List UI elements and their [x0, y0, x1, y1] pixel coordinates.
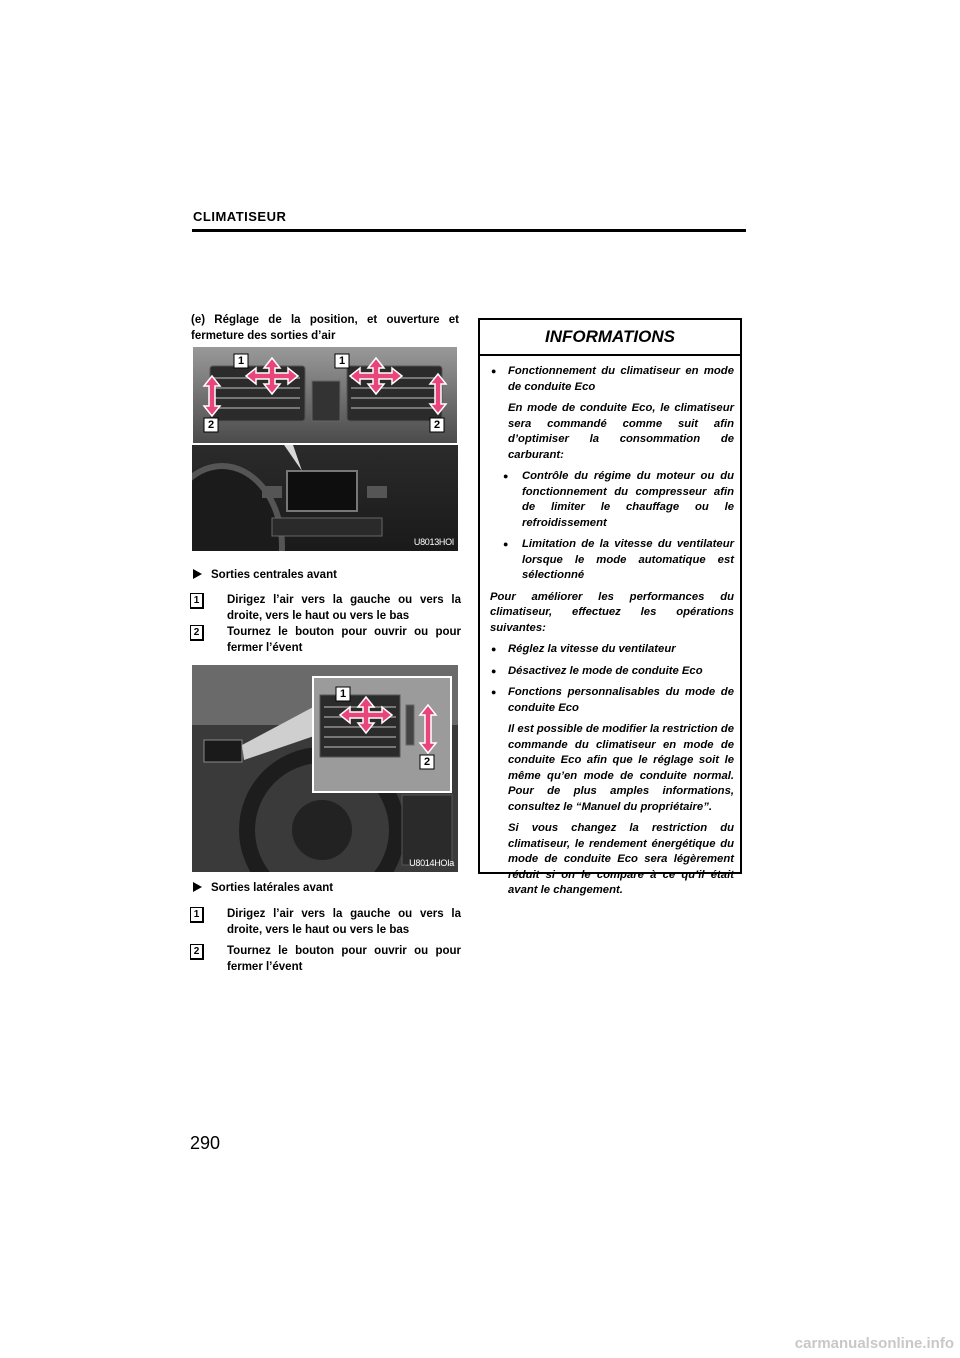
info-paragraph: Si vous changez la restriction du climatiseur, le rendement énergétique du mode de conduite Eco sera légèrement réduit si on le compare à ce qu’il était avant le changement. — [508, 822, 734, 896]
page-header-title: CLIMATISEUR — [193, 209, 287, 224]
callout-1b: 1 — [339, 355, 346, 367]
figure-code: U8014HOIa — [409, 858, 454, 868]
informations-body — [490, 364, 734, 905]
step-number-badge: 1 — [190, 593, 204, 609]
side-step-2: 2 Tournez le bouton pour ouvrir ou pour fermer l’évent — [190, 943, 461, 975]
center-vents-heading: Sorties centrales avant — [193, 569, 459, 581]
page-number: 290 — [190, 1133, 221, 1153]
callout-2a: 2 — [208, 419, 215, 431]
info-paragraph: En mode de conduite Eco, le climatiseur sera commandé comme suit afin d’optimiser la consommation de carburant: — [508, 402, 734, 461]
footer-watermark: carmanualsonline.info — [794, 1335, 954, 1352]
info-sub-bullet-1: ● Contrôle du régime du moteur ou du fonctionnement du compresseur afin de limiter le chauffage ou le refroidissement — [490, 469, 734, 531]
informations-title: INFORMATIONS — [480, 320, 740, 356]
side-vents-heading: Sorties latérales avant — [193, 882, 459, 894]
triangle-bullet-icon — [193, 882, 202, 892]
center-step-2: 2 Tournez le bouton pour ouvrir ou pour fermer l’évent — [190, 624, 461, 656]
figure-center-vents — [192, 346, 458, 551]
callout-2b: 2 — [434, 419, 441, 431]
figure-side-vents — [192, 665, 458, 872]
info-paragraph: Il est possible de modifier la restriction de commande du climatiseur en mode de conduite Eco afin que le réglage soit le même qu’en mode de conduite normal. Pour de plus amples informations, consultez le “Manuel du propriétaire”. — [508, 723, 734, 813]
info-bullet-1: ● Fonctionnement du climatiseur en mode de conduite Eco — [490, 364, 734, 395]
callout-1: 1 — [340, 688, 347, 700]
figure-code: U8013HOI — [413, 537, 454, 547]
header-rule — [192, 229, 746, 232]
side-step-1: 1 Dirigez l’air vers la gauche ou vers la droite, vers le haut ou vers le bas — [190, 906, 461, 938]
info-sub-bullet-2: ● Limitation de la vitesse du ventilateur lorsque le mode automatique est sélectionné — [490, 537, 734, 584]
callout-1a: 1 — [238, 355, 245, 367]
info-bullet-2: ● Réglez la vitesse du ventilateur — [490, 642, 734, 658]
info-paragraph-2: Pour améliorer les performances du climatiseur, effectuez les opérations suivantes: — [490, 590, 734, 634]
step-number-badge: 2 — [190, 625, 204, 641]
info-bullet-3: ● Désactivez le mode de conduite Eco — [490, 664, 734, 680]
side-vents-illustration — [192, 665, 458, 872]
callout-2: 2 — [424, 756, 431, 768]
section-title: (e) Réglage de la position, et ouverture et fermeture des sorties d’air — [191, 314, 459, 342]
info-bullet-4: ● Fonctions personnalisables du mode de conduite Eco — [490, 685, 734, 716]
step-number-badge: 1 — [190, 907, 204, 923]
triangle-bullet-icon — [193, 569, 202, 579]
center-step-1: 1 Dirigez l’air vers la gauche ou vers la droite, vers le haut ou vers le bas — [190, 592, 461, 624]
center-vents-illustration — [192, 346, 458, 551]
informations-box — [478, 318, 742, 896]
step-number-badge: 2 — [190, 944, 204, 960]
